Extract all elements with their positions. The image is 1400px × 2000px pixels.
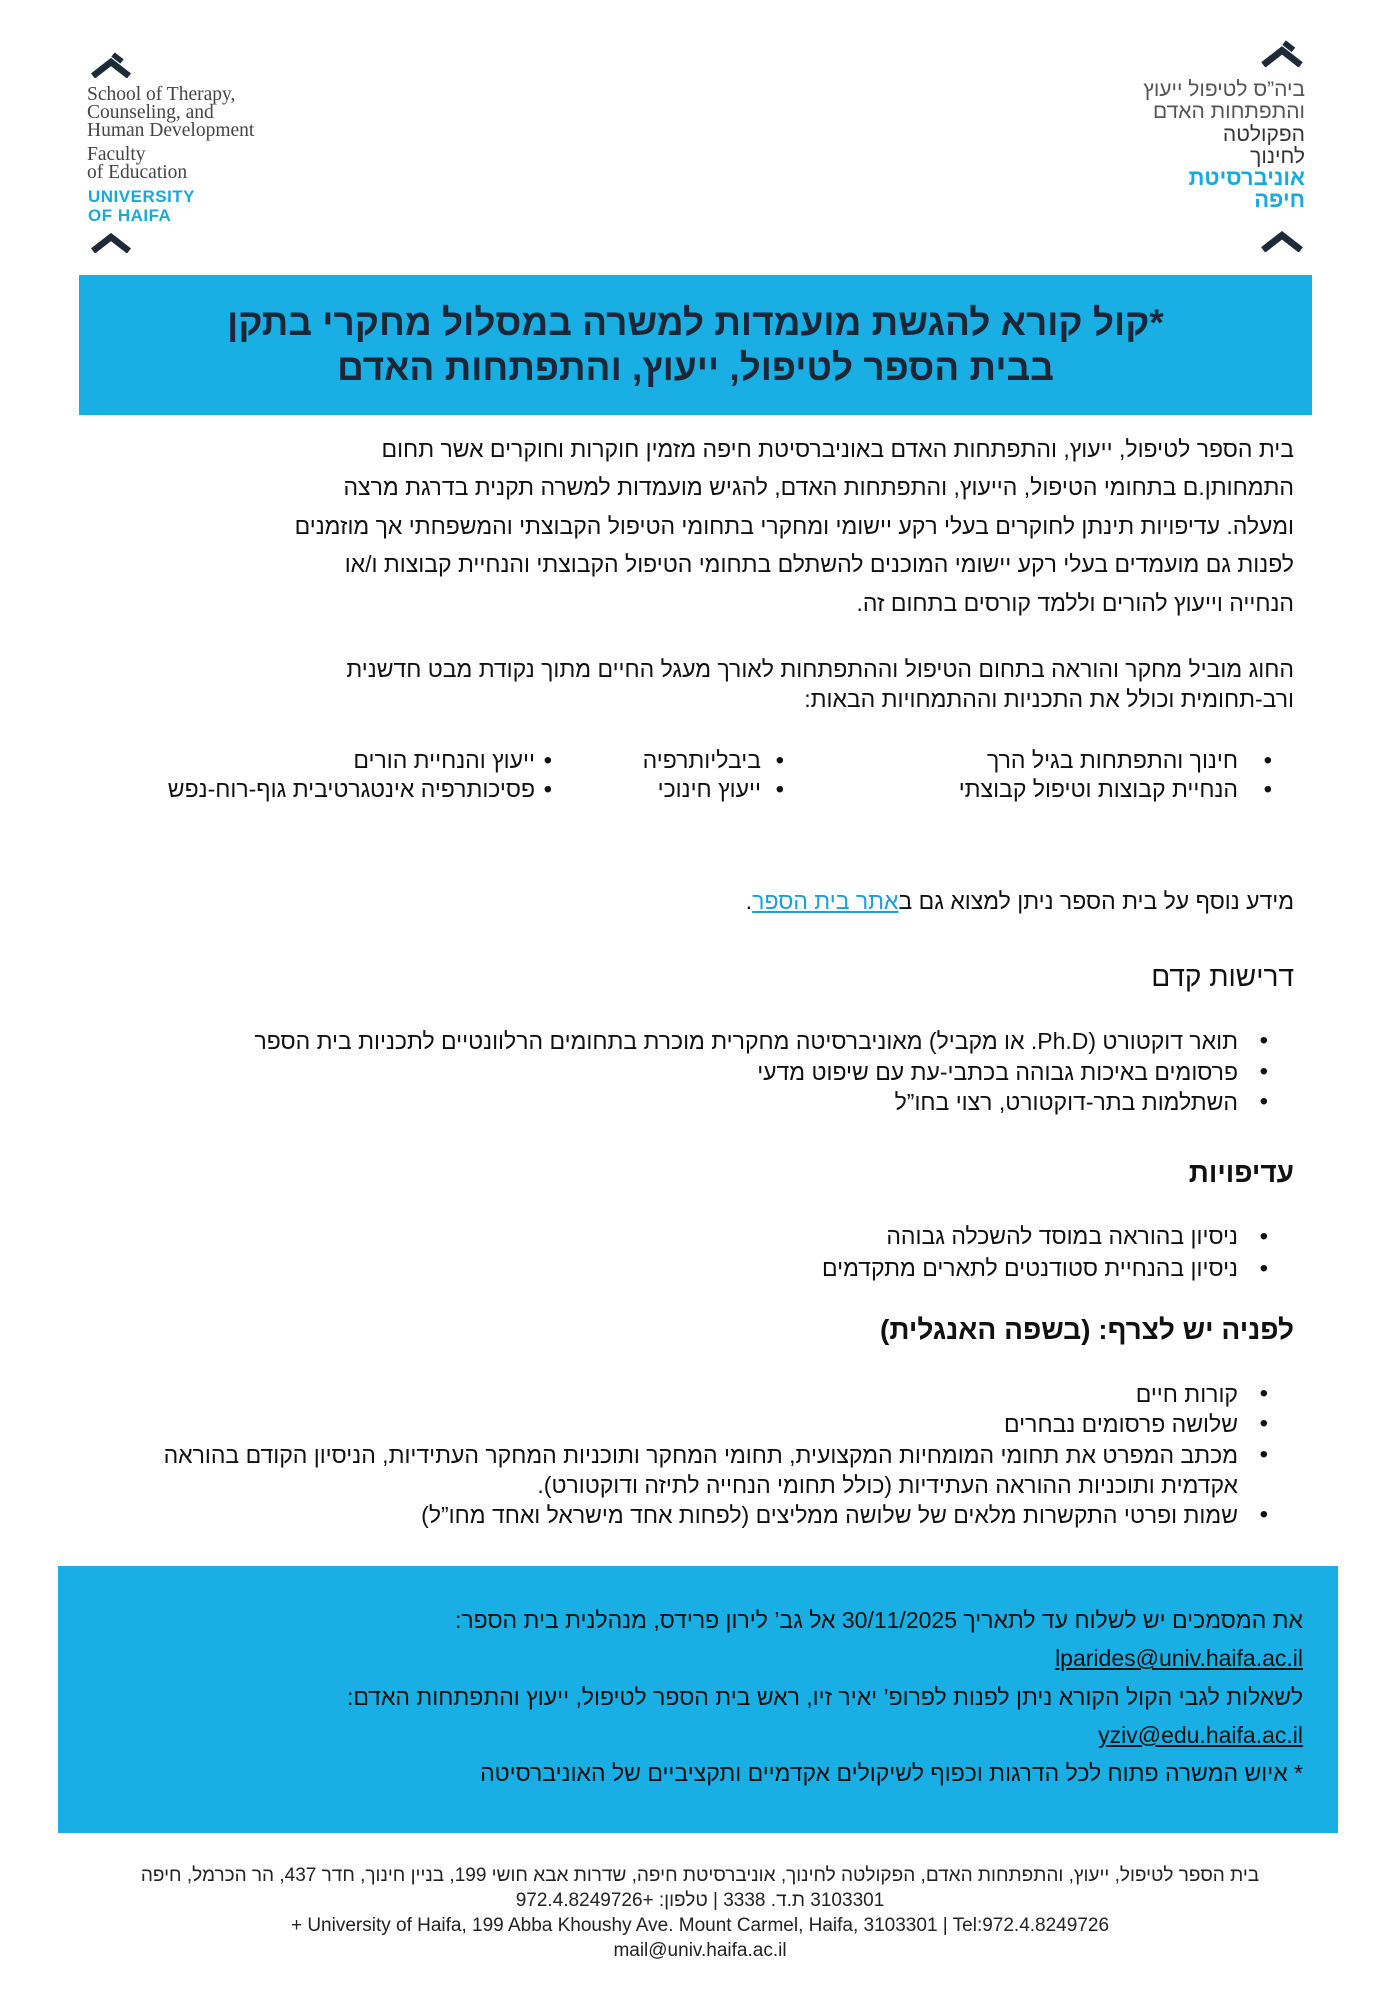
logo-university-name-en bbox=[88, 188, 195, 225]
priority-item: • ניסיון בהנחיית סטודנטים לתארים מתקדמים bbox=[822, 1253, 1268, 1285]
logo-faculty-line: of Education bbox=[87, 161, 188, 183]
prerequisites-heading: דרישות קדם bbox=[1151, 961, 1294, 992]
logo-university-line: UNIVERSITY bbox=[88, 187, 196, 206]
logo-school-line: והתפתחות האדם bbox=[1153, 99, 1305, 123]
intro-paragraph bbox=[295, 430, 1294, 622]
logo-university-line: חיפה bbox=[1254, 186, 1305, 212]
programs-intro-line: החוג מוביל מחקר והוראה בתחום הטיפול וההתפתחות לאורך מעגל החיים מתוך נקודת מבט חדשנית bbox=[346, 656, 1294, 682]
programs-list-column bbox=[168, 746, 552, 804]
footer-contact-he: 3103301 ת.ד. 3338 | טלפון: +972.4.8249726 bbox=[515, 1890, 885, 1911]
priorities-heading: עדיפויות bbox=[1188, 1157, 1294, 1188]
title-banner bbox=[79, 275, 1312, 415]
logo-faculty-line: הפקולטה bbox=[1222, 123, 1305, 146]
logo-school-name-he bbox=[1143, 79, 1305, 123]
priorities-list bbox=[822, 1221, 1268, 1284]
program-item: • חינוך והתפתחות בגיל הרך bbox=[959, 746, 1272, 775]
attachment-item: • מכתב המפרט את תחומי המומחיות המקצועית, תחומי המחקר ותוכניות המחקר העתידיות, הניסיון הקודם בהוראה אקדמית ותוכניות ההוראה העתידיות (כולל תחומי הנחייה לתיזה ודוקטורט). bbox=[148, 1440, 1268, 1501]
attachment-item: • שמות ופרטי התקשרות מלאים של שלושה ממליצים (לפחות אחד מישראל ואחד מחו”ל) bbox=[148, 1500, 1268, 1530]
admin-email-link[interactable]: lparides@univ.haifa.ac.il bbox=[1055, 1645, 1303, 1672]
logo-chevron-icon bbox=[1259, 40, 1305, 67]
attachment-item: • קורות חיים bbox=[148, 1379, 1268, 1409]
logo-chevron-icon bbox=[1259, 229, 1305, 252]
submission-questions-text: לשאלות לגבי הקול הקורא ניתן לפנות לפרופ’ יאיר זיו, ראש בית הספר לטיפול, ייעוץ והתפתחות האדם: bbox=[346, 1683, 1303, 1710]
logo-faculty-name-en bbox=[87, 146, 187, 182]
prerequisite-item: • השתלמות בתר-דוקטורט, רצוי בחו”ל bbox=[254, 1087, 1268, 1118]
logo-school-line: Counseling, and bbox=[87, 101, 214, 123]
footer-email[interactable]: mail@univ.haifa.ac.il bbox=[613, 1940, 787, 1961]
prerequisites-list bbox=[254, 1026, 1268, 1118]
logo-university-line: אוניברסיטת bbox=[1188, 165, 1305, 190]
logo-school-line: School of Therapy, bbox=[87, 84, 236, 105]
logo-chevron-icon bbox=[89, 52, 133, 78]
more-info-text: מידע נוסף על בית הספר ניתן למצוא גם ב bbox=[898, 888, 1294, 914]
footer-address-en: + University of Haifa, 199 Abba Khoushy Ave. Mount Carmel, Haifa, 3103301 | Tel:972.4.8249726 bbox=[290, 1915, 1110, 1936]
logo-school-line: Human Development bbox=[87, 119, 255, 141]
logo-chevron-icon bbox=[89, 231, 133, 253]
priority-item: • ניסיון בהוראה במוסד להשכלה גבוהה bbox=[822, 1221, 1268, 1253]
logo-school-line: ביה”ס לטיפול ייעוץ bbox=[1143, 78, 1305, 101]
prerequisite-item: • תואר דוקטורט (Ph.D. או מקביל) מאוניברסיטה מחקרית מוכרת בתחומים הרלוונטיים לתכניות בית הספר bbox=[254, 1026, 1268, 1057]
attachments-list bbox=[148, 1379, 1268, 1530]
attachment-item: • שלושה פרסומים נבחרים bbox=[148, 1409, 1268, 1439]
programs-intro-paragraph bbox=[346, 654, 1294, 714]
program-item: • פסיכותרפיה אינטגרטיבית גוף-רוח-נפש bbox=[168, 775, 552, 804]
attachments-heading: לפניה יש לצרף: (בשפה האנגלית) bbox=[880, 1314, 1294, 1345]
logo-faculty-name-he bbox=[1223, 124, 1305, 168]
intro-line: הנחייה וייעוץ להורים וללמד קורסים בתחום זה. bbox=[856, 589, 1294, 616]
prerequisite-item: • פרסומים באיכות גבוהה בכתבי-עת עם שיפוט מדעי bbox=[254, 1057, 1268, 1088]
submission-note: * איוש המשרה פתוח לכל הדרגות וכפוף לשיקולים אקדמיים ותקציביים של האוניברסיטה bbox=[480, 1760, 1303, 1787]
head-email-link[interactable]: yziv@edu.haifa.ac.il bbox=[1098, 1721, 1303, 1748]
submission-deadline-text: את המסמכים יש לשלוח עד לתאריך 30/11/2025 אל גב’ לירון פרידס, מנהלנית בית הספר: bbox=[454, 1607, 1303, 1633]
program-item: • הנחיית קבוצות וטיפול קבוצתי bbox=[959, 775, 1272, 804]
footer-address-he: בית הספר לטיפול, ייעוץ, והתפתחות האדם, הפקולטה לחינוך, אוניברסיטת חיפה, שדרות אבא חושי 199, בניין חינוך, חדר 437, הר הכרמל, חיפה bbox=[140, 1865, 1260, 1886]
programs-intro-line: ורב-תחומית וכולל את התכניות וההתמחויות הבאות: bbox=[804, 686, 1294, 712]
program-item: • ייעוץ והנחיית הורים bbox=[168, 746, 552, 775]
program-item: • ייעוץ חינוכי bbox=[643, 775, 784, 804]
more-info-line bbox=[746, 885, 1294, 917]
programs-list-column bbox=[643, 746, 784, 804]
footer bbox=[0, 1863, 1400, 1963]
logo-university-name-he bbox=[1189, 167, 1305, 211]
school-website-link[interactable]: אתר בית הספר bbox=[752, 888, 899, 914]
intro-line: בית הספר לטיפול, ייעוץ, והתפתחות האדם באוניברסיטת חיפה מזמין חוקרות וחוקרים אשר תחום bbox=[381, 436, 1294, 462]
intro-line: ומעלה. עדיפויות תינתן לחוקרים בעלי רקע יישומי ומחקרי בתחומי הטיפול הקבוצתי והמשפחתי אך מוזמנים bbox=[294, 512, 1294, 539]
page-subtitle: בבית הספר לטיפול, ייעוץ, והתפתחות האדם bbox=[337, 347, 1054, 388]
logo-faculty-line: לחינוך bbox=[1250, 144, 1305, 168]
submission-box bbox=[58, 1566, 1338, 1833]
intro-line: לפנות גם מועמדים בעלי רקע יישומי המוכנים להשתלם בתחומי הטיפול הקבוצתי והנחיית קבוצות ו/או bbox=[344, 551, 1294, 578]
programs-list-column bbox=[959, 746, 1272, 804]
logo-school-name-en bbox=[87, 86, 254, 139]
more-info-period: . bbox=[745, 888, 753, 914]
logo-university-line: OF HAIFA bbox=[88, 205, 172, 225]
logo-faculty-line: Faculty bbox=[87, 144, 146, 165]
program-item: • ביבליותרפיה bbox=[643, 746, 784, 775]
page-title: קול קורא להגשת מועמדות למשרה במסלול מחקרי בתקן* bbox=[227, 302, 1164, 343]
intro-line: התמחותן.ם בתחומי הטיפול, הייעוץ, והתפתחות האדם, להגיש מועמדות למשרה תקנית בדרגת מרצה bbox=[343, 474, 1294, 501]
